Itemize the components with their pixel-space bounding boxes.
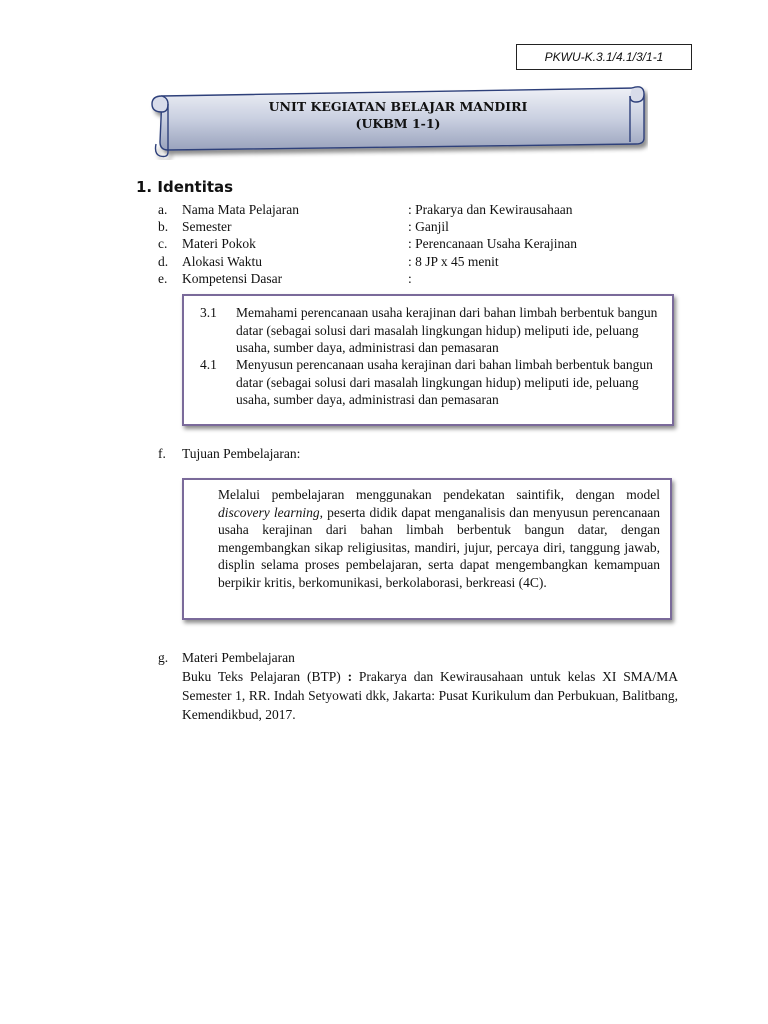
identity-value: : Prakarya dan Kewirausahaan xyxy=(408,202,573,217)
identity-letter: d. xyxy=(158,254,169,269)
kompetensi-number: 3.1 xyxy=(200,305,217,320)
kompetensi-text: Menyusun perencanaan usaha kerajinan dari bahan limbah berbentuk bangun datar (sebagai solusi dari masalah lingkungan hidup) meliputi ide, peluang usaha, sumber daya, administrasi dan pemasaran xyxy=(236,357,653,407)
document-code-box xyxy=(516,44,692,70)
tujuan-text-after: , peserta didik dapat menganalisis dan menyusun perencanaan usaha kerajinan dari bahan limbah berbentuk bangun datar, dengan mengembangkan sikap religiusitas, mandiri, jujur, percaya diri, tanggung jawab, displin selama proses pembelajaran, serta dapat mengembangkan kemampuan berpikir kritis, berkomunikasi, berkolaborasi, berkreasi (4C). xyxy=(218,504,660,590)
identity-label: Alokasi Waktu xyxy=(182,254,263,269)
tujuan-text xyxy=(218,486,660,592)
identity-letter: c. xyxy=(158,236,168,251)
tujuan-label: Tujuan Pembelajaran: xyxy=(182,446,301,461)
identity-letter: e. xyxy=(158,271,168,286)
tujuan-pembelajaran-box xyxy=(182,478,672,620)
identity-label: Materi Pokok xyxy=(182,236,256,251)
document-code: PKWU-K.3.1/4.1/3/1-1 xyxy=(544,50,664,64)
identity-value: : Ganjil xyxy=(408,219,449,234)
identity-letter: a. xyxy=(158,202,168,217)
identity-label: Kompetensi Dasar xyxy=(182,271,283,286)
identity-value: : Perencanaan Usaha Kerajinan xyxy=(408,236,578,251)
identity-label: Nama Mata Pelajaran xyxy=(182,202,299,217)
tujuan-text-italic: discovery learning xyxy=(218,504,320,520)
section-number: 1. xyxy=(136,178,153,196)
materi-source-label: Buku Teks Pelajaran (BTP) xyxy=(182,669,341,684)
kompetensi-text: Memahami perencanaan usaha kerajinan dari bahan limbah berbentuk bangun datar (sebagai solusi dari masalah lingkungan hidup) meliputi ide, peluang usaha, sumber daya, administrasi dan pemasaran xyxy=(236,305,658,355)
materi-source-text: Prakarya dan Kewirausahaan untuk kelas XI SMA/MA Semester 1, RR. Indah Setyowati dkk, Jakarta: Pusat Kurikulum dan Perbukuan, Balitbang, Kemendikbud, 2017. xyxy=(182,669,678,722)
identity-label: Semester xyxy=(182,219,232,234)
materi-label: Materi Pembelajaran xyxy=(182,650,295,665)
identity-letter: b. xyxy=(158,219,169,234)
materi-colon: : xyxy=(347,669,353,684)
kompetensi-dasar-box xyxy=(182,294,674,426)
tujuan-letter: f. xyxy=(158,446,166,461)
materi-body xyxy=(182,667,678,724)
kompetensi-number: 4.1 xyxy=(200,357,217,372)
tujuan-text-before: Melalui pembelajaran menggunakan pendekatan saintifik, dengan model xyxy=(218,487,660,502)
banner-title-line2: (UKBM 1-1) xyxy=(355,116,441,131)
materi-letter: g. xyxy=(158,650,169,665)
banner-title xyxy=(178,98,618,132)
title-banner-scroll xyxy=(148,84,648,160)
section-title: Identitas xyxy=(157,178,234,196)
identity-value: : 8 JP x 45 menit xyxy=(408,254,499,269)
section-heading-identitas xyxy=(136,178,233,196)
identity-value: : xyxy=(408,271,412,286)
banner-title-line1: UNIT KEGIATAN BELAJAR MANDIRI xyxy=(268,99,528,114)
